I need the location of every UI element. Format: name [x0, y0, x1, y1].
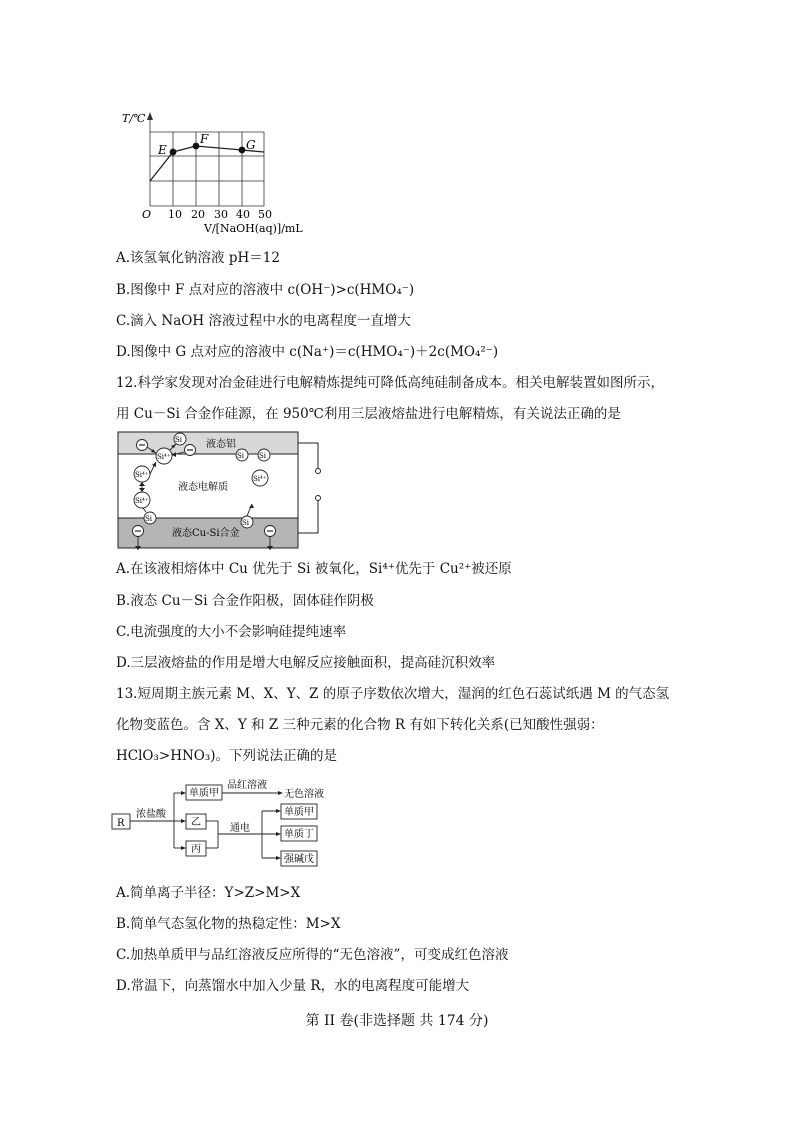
- point-f-marker: [193, 143, 200, 150]
- q12-option-a: A.在该液相熔体中 Cu 优先于 Si 被氧化，Si⁴⁺优先于 Cu²⁺被还原: [116, 561, 512, 577]
- x-tick-30: 30: [214, 208, 228, 221]
- si4-ion-label: Si⁴⁺: [253, 475, 267, 483]
- origin-label: O: [142, 208, 152, 221]
- bing-label: 丙: [191, 844, 201, 855]
- si4-ion-label: Si⁴⁺: [135, 497, 149, 505]
- out2-label: 单质丁: [284, 829, 314, 840]
- electrolysis-label: 通电: [230, 823, 250, 834]
- x-tick-20: 20: [191, 208, 205, 221]
- out1-label: 单质甲: [284, 807, 314, 818]
- q12-option-c: C.电流强度的大小不会影响硅提纯速率: [116, 624, 347, 640]
- point-e-label: E: [158, 143, 167, 157]
- out3-label: 强碱戊: [284, 854, 314, 865]
- si4-ion-label: Si⁴⁺: [157, 453, 171, 461]
- middle-layer-label: 液态电解质: [178, 482, 228, 493]
- r-label: R: [117, 818, 125, 829]
- x-tick-50: 50: [258, 208, 272, 221]
- jia-label: 单质甲: [189, 788, 219, 799]
- bottom-layer-label: 液态Cu-Si合金: [172, 528, 240, 539]
- q13-option-c: C.加热单质甲与品红溶液反应所得的“无色溶液”，可变成红色溶液: [116, 947, 509, 963]
- top-layer-label: 液态铝: [206, 439, 236, 450]
- q12-option-b: B.液态 Cu－Si 合金作阳极，固体硅作阴极: [116, 593, 374, 609]
- x-tick-40: 40: [236, 208, 250, 221]
- si-atom-label: Si: [259, 452, 267, 460]
- y-axis-label: T/℃: [122, 112, 146, 125]
- conversion-flow-diagram: [110, 776, 330, 870]
- q13-option-a: A.简单离子半径：Y>Z>M>X: [116, 885, 301, 901]
- x-tick-10: 10: [168, 208, 182, 221]
- q13-option-d: D.常温下，向蒸馏水中加入少量 R，水的电离程度可能增大: [116, 978, 470, 994]
- point-e-marker: [170, 149, 177, 156]
- si-atom-label: Si: [175, 436, 183, 444]
- q12-stem-line1: 12.科学家发现对冶金硅进行电解精炼提纯可降低高纯硅制备成本。相关电解装置如图所示，: [116, 375, 664, 391]
- pinhong-label: 品红溶液: [227, 780, 267, 791]
- section-footer: 第 II 卷(非选择题 共 174 分): [305, 1013, 489, 1029]
- q13-stem-line2: 化物变蓝色。含 X、Y 和 Z 三种元素的化合物 R 有如下转化关系(已知酸性强弱：: [116, 717, 604, 733]
- colorless-solution-label: 无色溶液: [284, 789, 324, 800]
- point-g-label: G: [246, 138, 256, 152]
- q12-stem-line2: 用 Cu－Si 合金作硅源，在 950℃利用三层液熔盐进行电解精炼，有关说法正确的是: [116, 406, 621, 422]
- titration-temperature-graph: [116, 106, 326, 236]
- q11-option-b: B.图像中 F 点对应的溶液中 c(OH⁻)>c(HMO₄⁻): [116, 282, 415, 298]
- si-atom-label: Si: [237, 452, 245, 460]
- si4-ion-label: Si⁴⁺: [135, 471, 149, 479]
- q13-stem-line3: HClO₃>HNO₃)。下列说法正确的是: [116, 748, 338, 764]
- yi-label: 乙: [191, 817, 201, 828]
- electrolysis-diagram: [116, 430, 326, 554]
- q11-option-c: C.滴入 NaOH 溶液过程中水的电离程度一直增大: [116, 313, 411, 329]
- si-atom-label: Si: [145, 515, 153, 523]
- reagent-label: 浓盐酸: [136, 809, 166, 820]
- si-atom-label: Si: [242, 519, 250, 527]
- q13-option-b: B.简单气态氢化物的热稳定性：M>X: [116, 916, 341, 932]
- q13-stem-line1: 13.短周期主族元素 M、X、Y、Z 的原子序数依次增大，湿润的红色石蕊试纸遇 M 的气态氢: [116, 686, 670, 702]
- point-f-label: F: [200, 132, 209, 146]
- q11-option-a: A.该氢氧化钠溶液 pH＝12: [116, 250, 280, 266]
- q12-option-d: D.三层液熔盐的作用是增大电解反应接触面积，提高硅沉积效率: [116, 655, 496, 671]
- q11-option-d: D.图像中 G 点对应的溶液中 c(Na⁺)＝c(HMO₄⁻)＋2c(MO₄²⁻): [116, 344, 499, 360]
- point-g-marker: [239, 147, 246, 154]
- x-axis-label: V/[NaOH(aq)]/mL: [204, 222, 303, 235]
